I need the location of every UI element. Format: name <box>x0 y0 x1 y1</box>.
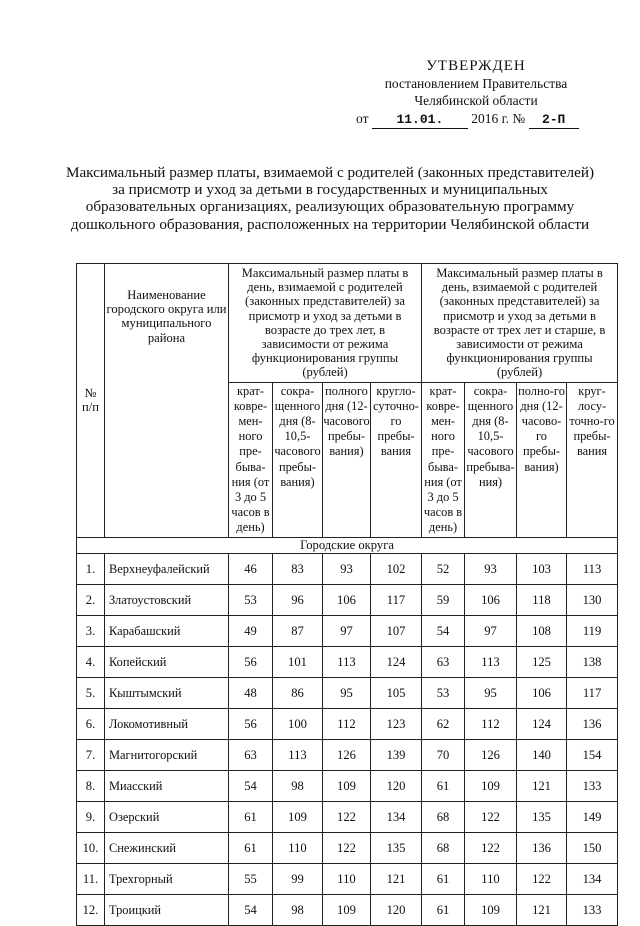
row-value: 134 <box>371 801 422 832</box>
row-value: 149 <box>567 801 618 832</box>
row-value: 117 <box>371 584 422 615</box>
table-row <box>77 739 618 770</box>
row-value: 61 <box>229 801 273 832</box>
row-name: Трехгорный <box>105 863 229 894</box>
row-value: 61 <box>422 863 465 894</box>
row-name: Верхнеуфалейский <box>105 553 229 584</box>
row-value: 106 <box>465 584 517 615</box>
row-value: 93 <box>323 553 371 584</box>
row-num: 4. <box>77 646 105 677</box>
row-value: 135 <box>517 801 567 832</box>
row-value: 83 <box>273 553 323 584</box>
row-value: 134 <box>567 863 618 894</box>
row-value: 122 <box>323 832 371 863</box>
row-value: 98 <box>273 894 323 925</box>
row-value: 135 <box>371 832 422 863</box>
row-value: 121 <box>517 770 567 801</box>
row-num: 12. <box>77 894 105 925</box>
row-value: 70 <box>422 739 465 770</box>
row-value: 54 <box>229 894 273 925</box>
subheader-cell: кругло-суточно-го пребы-вания <box>371 382 422 537</box>
row-num: 8. <box>77 770 105 801</box>
row-value: 130 <box>567 584 618 615</box>
row-value: 117 <box>567 677 618 708</box>
row-value: 113 <box>567 553 618 584</box>
row-name: Снежинский <box>105 832 229 863</box>
row-value: 87 <box>273 615 323 646</box>
table-row <box>77 677 618 708</box>
document-heading: Максимальный размер платы, взимаемой с родителей (законных представителей) за присмотр и уход за детьми в государственных и муниципальных образовательных организациях, реализующих образовательную программу дошкольного образования, расположенных на территории Челябинской области <box>65 164 595 233</box>
subheader-cell: круг-лосу-точно-го пребы-вания <box>567 382 618 537</box>
row-value: 112 <box>465 708 517 739</box>
row-num: 9. <box>77 801 105 832</box>
row-value: 86 <box>273 677 323 708</box>
row-value: 113 <box>323 646 371 677</box>
row-value: 122 <box>465 801 517 832</box>
row-value: 110 <box>465 863 517 894</box>
row-num: 10. <box>77 832 105 863</box>
row-value: 102 <box>371 553 422 584</box>
row-value: 62 <box>422 708 465 739</box>
row-num: 5. <box>77 677 105 708</box>
row-name: Локомотивный <box>105 708 229 739</box>
row-value: 53 <box>422 677 465 708</box>
subheader-cell: полного дня (12-часового пребы-вания) <box>323 382 371 537</box>
row-name: Троицкий <box>105 894 229 925</box>
row-value: 56 <box>229 708 273 739</box>
row-name: Миасский <box>105 770 229 801</box>
row-value: 95 <box>465 677 517 708</box>
row-value: 123 <box>371 708 422 739</box>
row-value: 125 <box>517 646 567 677</box>
row-value: 140 <box>517 739 567 770</box>
row-num: 2. <box>77 584 105 615</box>
row-value: 98 <box>273 770 323 801</box>
row-value: 109 <box>465 894 517 925</box>
row-value: 120 <box>371 894 422 925</box>
subheader-cell: крат-ковре-мен-ного пре-быва-ния (от 3 до 5 часов в день) <box>229 382 273 537</box>
table-row <box>77 801 618 832</box>
fee-table <box>76 263 618 926</box>
table-row <box>77 863 618 894</box>
row-num: 6. <box>77 708 105 739</box>
row-value: 63 <box>422 646 465 677</box>
approval-title: УТВЕРЖДЕН <box>426 58 526 74</box>
row-value: 68 <box>422 801 465 832</box>
table-row <box>77 646 618 677</box>
row-value: 96 <box>273 584 323 615</box>
row-value: 105 <box>371 677 422 708</box>
row-value: 122 <box>517 863 567 894</box>
approval-year-text: 2016 г. № <box>471 111 526 126</box>
row-value: 109 <box>323 894 371 925</box>
row-value: 59 <box>422 584 465 615</box>
row-value: 126 <box>323 739 371 770</box>
row-value: 121 <box>371 863 422 894</box>
group-label: Городские округа <box>77 537 618 553</box>
row-value: 133 <box>567 894 618 925</box>
approval-date: 11.01. <box>372 111 468 129</box>
row-value: 61 <box>422 894 465 925</box>
row-value: 138 <box>567 646 618 677</box>
row-value: 95 <box>323 677 371 708</box>
subheader-cell: сокра-щенного дня (8-10,5-часового пребыва-ния) <box>465 382 517 537</box>
row-value: 56 <box>229 646 273 677</box>
row-value: 53 <box>229 584 273 615</box>
subheader-cell: сокра-щенного дня (8-10,5-часового пребы-вания) <box>273 382 323 537</box>
row-name: Златоустовский <box>105 584 229 615</box>
row-name: Кыштымский <box>105 677 229 708</box>
row-value: 103 <box>517 553 567 584</box>
row-value: 124 <box>371 646 422 677</box>
row-value: 61 <box>422 770 465 801</box>
row-name: Магнитогорский <box>105 739 229 770</box>
table-row <box>77 770 618 801</box>
approval-line-1: постановлением Правительства <box>384 76 568 91</box>
row-value: 150 <box>567 832 618 863</box>
approval-line-2: Челябинской области <box>414 93 538 108</box>
row-value: 122 <box>323 801 371 832</box>
row-value: 122 <box>465 832 517 863</box>
row-value: 108 <box>517 615 567 646</box>
subheader-cell: полно-го дня (12-часово-го пребы-вания) <box>517 382 567 537</box>
row-value: 97 <box>323 615 371 646</box>
row-value: 121 <box>517 894 567 925</box>
header-group-over3: Максимальный размер платы в день, взимаемой с родителей (законных представителей) за присмотр и уход за детьми в возрасте от трех лет и старше, в зависимости от режима функционирования группы (рублей) <box>422 264 618 383</box>
row-value: 113 <box>273 739 323 770</box>
row-value: 120 <box>371 770 422 801</box>
table-body <box>77 537 618 925</box>
row-value: 55 <box>229 863 273 894</box>
approval-stamp <box>356 58 596 129</box>
row-value: 106 <box>517 677 567 708</box>
header-name: Наименование городского округа или муниципального района <box>105 264 229 538</box>
group-row <box>77 537 618 553</box>
row-value: 136 <box>517 832 567 863</box>
approval-prefix: от <box>356 111 369 126</box>
row-value: 97 <box>465 615 517 646</box>
row-name: Карабашский <box>105 615 229 646</box>
row-value: 48 <box>229 677 273 708</box>
row-num: 3. <box>77 615 105 646</box>
row-value: 46 <box>229 553 273 584</box>
row-value: 109 <box>465 770 517 801</box>
row-value: 124 <box>517 708 567 739</box>
row-value: 52 <box>422 553 465 584</box>
row-value: 54 <box>229 770 273 801</box>
table-row <box>77 615 618 646</box>
row-value: 99 <box>273 863 323 894</box>
row-value: 101 <box>273 646 323 677</box>
row-value: 118 <box>517 584 567 615</box>
row-value: 107 <box>371 615 422 646</box>
row-value: 154 <box>567 739 618 770</box>
row-value: 106 <box>323 584 371 615</box>
table-row <box>77 584 618 615</box>
row-num: 1. <box>77 553 105 584</box>
row-value: 139 <box>371 739 422 770</box>
approval-number: 2-П <box>529 111 579 129</box>
row-value: 136 <box>567 708 618 739</box>
row-value: 133 <box>567 770 618 801</box>
row-value: 61 <box>229 832 273 863</box>
table-row <box>77 708 618 739</box>
row-value: 109 <box>273 801 323 832</box>
header-num: № п/п <box>77 264 105 538</box>
row-value: 119 <box>567 615 618 646</box>
approval-dateline <box>356 110 596 129</box>
table-row <box>77 894 618 925</box>
row-value: 110 <box>323 863 371 894</box>
row-name: Озерский <box>105 801 229 832</box>
row-value: 109 <box>323 770 371 801</box>
row-value: 49 <box>229 615 273 646</box>
row-num: 11. <box>77 863 105 894</box>
row-value: 126 <box>465 739 517 770</box>
row-value: 113 <box>465 646 517 677</box>
row-value: 110 <box>273 832 323 863</box>
row-value: 68 <box>422 832 465 863</box>
header-group-under3: Максимальный размер платы в день, взимаемой с родителей (законных представителей) за присмотр и уход за детьми в возрасте до трех лет, в зависимости от режима функционирования группы (рублей) <box>229 264 422 383</box>
row-num: 7. <box>77 739 105 770</box>
table-row <box>77 832 618 863</box>
row-value: 54 <box>422 615 465 646</box>
row-name: Копейский <box>105 646 229 677</box>
row-value: 63 <box>229 739 273 770</box>
subheader-cell: крат-ковре-мен-ного пре-быва-ния (от 3 до 5 часов в день) <box>422 382 465 537</box>
row-value: 100 <box>273 708 323 739</box>
row-value: 112 <box>323 708 371 739</box>
row-value: 93 <box>465 553 517 584</box>
table-header-row <box>77 264 618 383</box>
table-row <box>77 553 618 584</box>
